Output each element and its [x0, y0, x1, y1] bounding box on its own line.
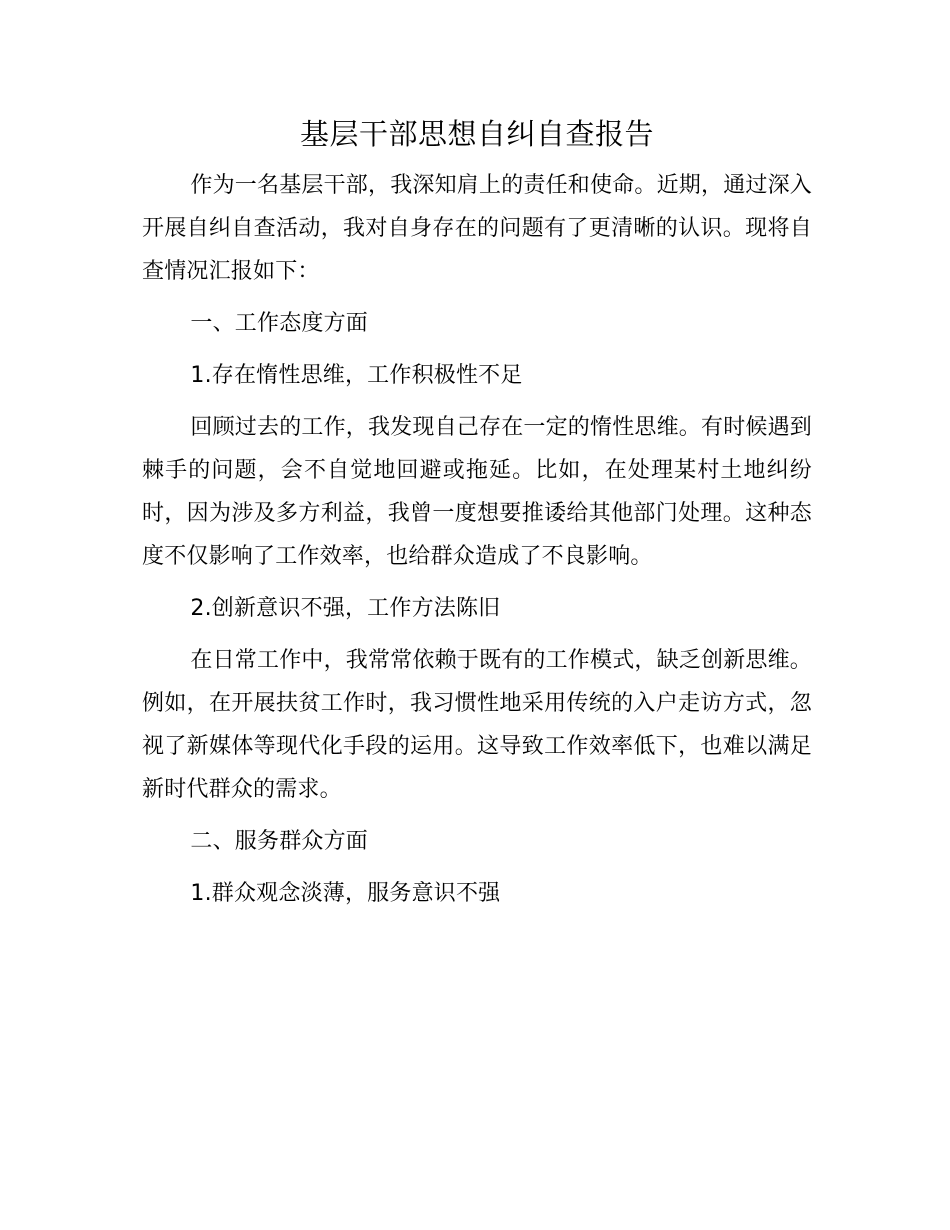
paragraph-innovation: 在日常工作中，我常常依赖于既有的工作模式，缺乏创新思维。例如，在开展扶贫工作时，我习惯性地采用传统的入户走访方式，忽视了新媒体等现代化手段的运用。这导致工作效率低下，也难以满足新时代群众的需求。: [142, 648, 812, 802]
section-heading-work-attitude: 一、工作态度方面: [190, 311, 368, 336]
paragraph-inertia: 回顾过去的工作，我发现自己存在一定的惰性思维。有时候遇到棘手的问题，会不自觉地回避或拖延。比如，在处理某村土地纠纷时，因为涉及多方利益，我曾一度想要推诿给其他部门处理。这种态度不仅影响了工作效率，也给群众造成了不良影响。: [142, 415, 812, 569]
document-page: [142, 112, 812, 924]
subsection-heading-mass-awareness: 1.群众观念淡薄，服务意识不强: [190, 881, 501, 906]
document-title: 基层干部思想自纠自查报告: [299, 117, 654, 151]
subsection-heading-innovation: 2.创新意识不强，工作方法陈旧: [190, 596, 501, 621]
section-heading-serving-people: 二、服务群众方面: [190, 829, 368, 854]
subsection-heading-inertia: 1.存在惰性思维，工作积极性不足: [190, 363, 523, 388]
intro-paragraph: 作为一名基层干部，我深知肩上的责任和使命。近期，通过深入开展自纠自查活动，我对自身存在的问题有了更清晰的认识。现将自查情况汇报如下：: [142, 173, 812, 284]
